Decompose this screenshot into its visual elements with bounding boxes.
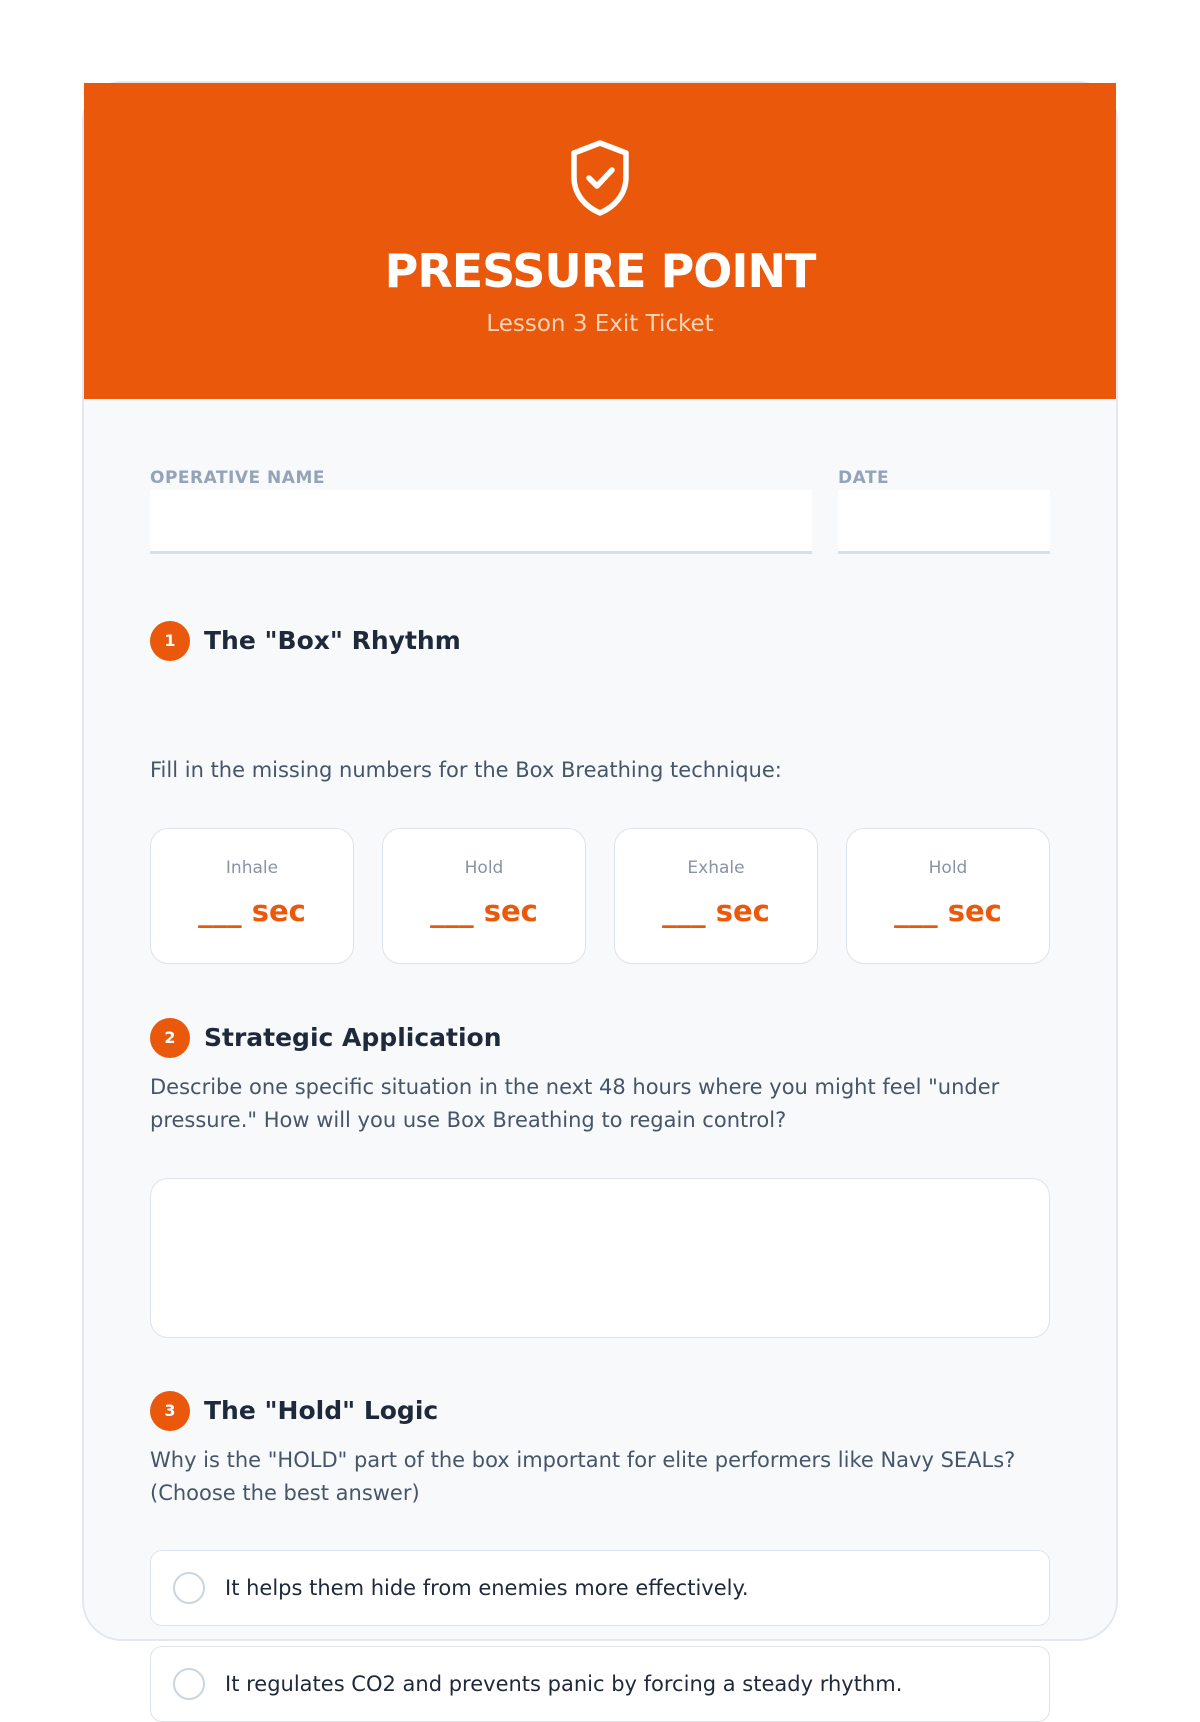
question-3-prompt: Why is the "HOLD" part of the box important for elite performers like Navy SEALs? (Choose the best answer) [150, 1448, 1016, 1505]
date-input[interactable] [838, 490, 1050, 554]
question-3-title: The "Hold" Logic [204, 1396, 439, 1425]
shield-check-icon [569, 139, 631, 217]
page-title: PRESSURE POINT [384, 244, 816, 298]
step-label: Inhale [225, 858, 279, 878]
step-label: Hold [464, 858, 504, 878]
step-seconds-blank: ___ sec [430, 894, 538, 928]
step-seconds-blank: ___ sec [662, 894, 770, 928]
question-number-badge: 2 [150, 1018, 190, 1058]
operative-name-label: OPERATIVE NAME [150, 468, 325, 488]
answer-option-1[interactable] [150, 1550, 1050, 1626]
question-number-badge: 3 [150, 1391, 190, 1431]
question-number-badge: 1 [150, 621, 190, 661]
header-banner [84, 83, 1116, 399]
question-2-prompt: Describe one specific situation in the next 48 hours where you might feel "under pressure." How will you use Box Breathing to regain control? [150, 1075, 1000, 1132]
hold-step-box-2[interactable] [846, 828, 1050, 964]
exhale-step-box[interactable] [614, 828, 818, 964]
operative-name-input[interactable] [150, 490, 812, 554]
radio-button[interactable] [173, 1668, 205, 1700]
answer-option-2[interactable] [150, 1646, 1050, 1722]
inhale-step-box[interactable] [150, 828, 354, 964]
step-label: Exhale [687, 858, 745, 878]
step-label: Hold [928, 858, 968, 878]
exit-ticket-card [82, 81, 1118, 1696]
step-seconds-blank: ___ sec [894, 894, 1002, 928]
option-text: It regulates CO2 and prevents panic by forcing a steady rhythm. [225, 1672, 903, 1696]
hold-step-box[interactable] [382, 828, 586, 964]
radio-button[interactable] [173, 1572, 205, 1604]
question-1-prompt: Fill in the missing numbers for the Box Breathing technique: [150, 758, 782, 782]
strategic-application-textarea[interactable] [150, 1178, 1050, 1338]
date-label: DATE [838, 468, 890, 488]
question-2-title: Strategic Application [204, 1023, 502, 1052]
question-1-title: The "Box" Rhythm [204, 626, 461, 655]
option-text: It helps them hide from enemies more effectively. [225, 1576, 749, 1600]
page-subtitle: Lesson 3 Exit Ticket [486, 311, 714, 337]
step-seconds-blank: ___ sec [198, 894, 306, 928]
